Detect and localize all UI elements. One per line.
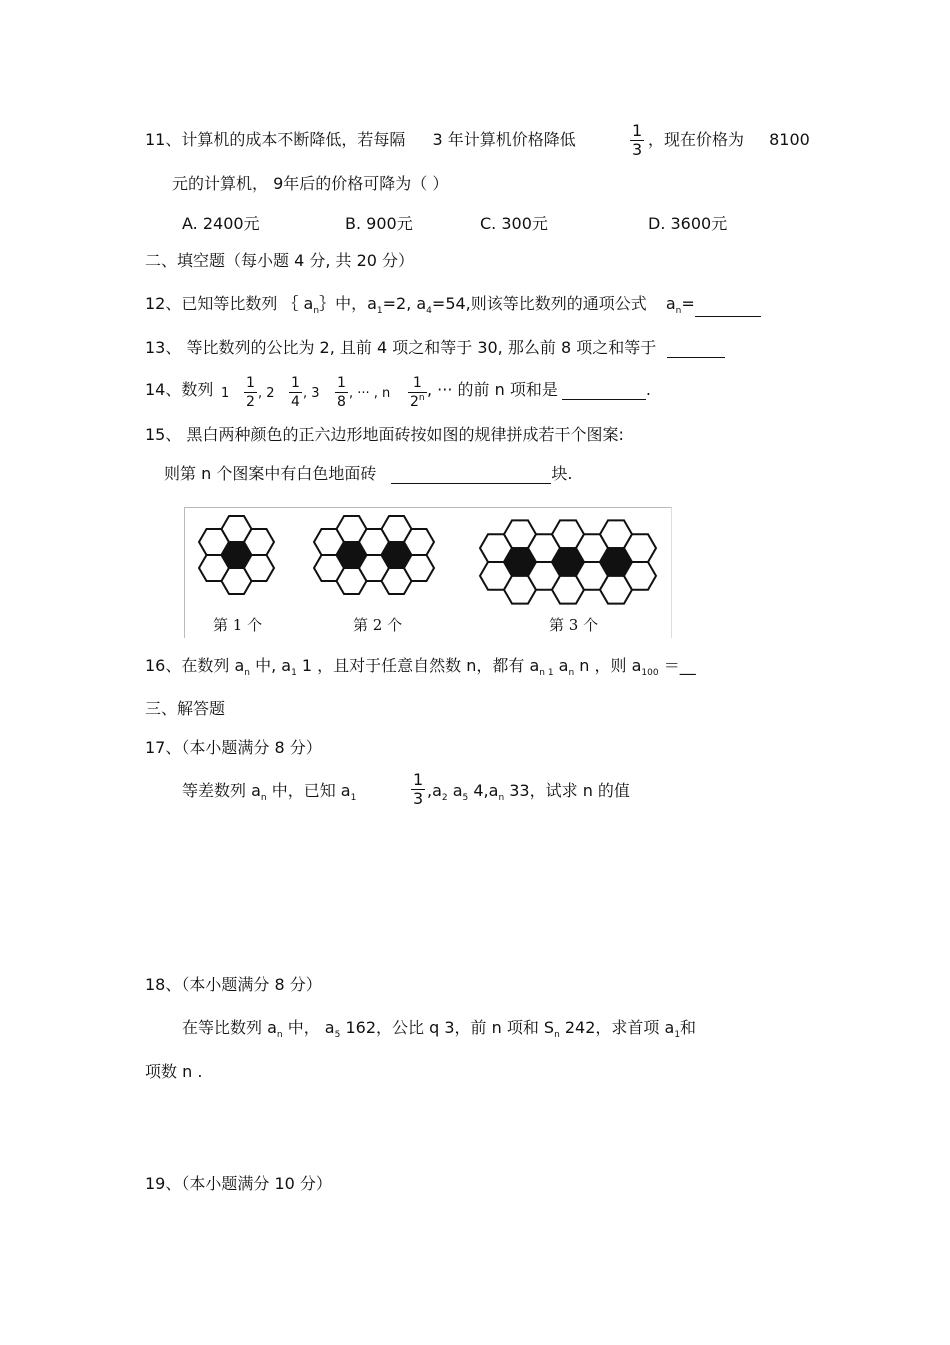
- q11-line1-end: ，现在价格为 8100: [648, 130, 810, 149]
- q11-text-b: 3 年计算机价格降低: [432, 130, 576, 149]
- pattern-2-caption: 第 2 个: [353, 616, 403, 634]
- q17-text-start: 等差数列 $a_n$ 中，已知 $a_1$: [182, 781, 357, 803]
- q14-tail: , ··· 的前 n 项和是 .: [427, 380, 651, 399]
- q11-option-a: A. 2400元: [182, 214, 260, 233]
- q11-text: 11、计算机的成本不断降低，若每隔: [145, 130, 406, 149]
- q15-line1: 15、 黑白两种颜色的正六边形地面砖按如图的规律拼成若干个图案:: [145, 425, 624, 444]
- q14-fraction-1: $\frac{1}{2}$: [246, 375, 255, 410]
- q11-option-b: B. 900元: [345, 214, 413, 233]
- q14-term4: , ··· , n: [349, 386, 391, 401]
- q19-heading: 19、（本小题满分 10 分）: [145, 1174, 332, 1193]
- q18-line1: 在等比数列 $a_n$ 中， $a_5$ 162，公比 q 3，前 n 项和 $S_n$ 242，求首项 $a_1$和: [182, 1018, 697, 1040]
- pattern-3-white-hex: [624, 562, 656, 590]
- q17-fraction: $\frac{1}{3}$: [413, 770, 424, 808]
- q11-fraction: $\frac{1}{3}$: [632, 121, 643, 159]
- pattern-3-white-hex: [624, 534, 656, 562]
- q14-term2: , 2: [258, 386, 275, 401]
- q17-text-end: $,a_2$ $a_5$ $4,a_n$ 33，试求 n 的值: [427, 781, 630, 803]
- q13-answer-blank[interactable]: [667, 341, 725, 358]
- q11-line1: [145, 130, 576, 150]
- q14-fraction-4: $\frac{1}{2^n}$: [408, 374, 427, 413]
- q13-line: 13、 等比数列的公比为 2, 且前 4 项之和等于 30, 那么前 8 项之和等于: [145, 338, 725, 358]
- q12-answer-blank[interactable]: [695, 300, 761, 317]
- pattern-2-white-hex: [404, 529, 434, 555]
- q17-heading: 17、（本小题满分 8 分）: [145, 738, 322, 757]
- section-fill-in-heading: 二、填空题（每小题 4 分, 共 20 分）: [145, 251, 415, 270]
- pattern-2-white-hex: [404, 555, 434, 581]
- pattern-1-white-hex: [244, 529, 274, 555]
- q11-line2: 元的计算机， 9年后的价格可降为（ ）: [172, 174, 449, 193]
- pattern-3-caption: 第 3 个: [549, 616, 599, 634]
- q18-heading: 18、（本小题满分 8 分）: [145, 975, 322, 994]
- hexagon-tile-figure: [184, 507, 672, 638]
- pattern-1-caption: 第 1 个: [213, 616, 263, 634]
- q11-option-d: D. 3600元: [648, 214, 728, 233]
- q14-term1: 1: [221, 386, 230, 401]
- q12-line: 12、已知等比数列 ｛ $a_n\}$中，$a_1=2$, $a_4=54$,则该等比数列的通项公式 $a_n=$: [145, 294, 761, 317]
- q16-line: 16、在数列 $a_n$ 中, $a_1$ 1 ，且对于任意自然数 n，都有 $a_{n 1}$ $a_n$ n ，则 $a_{100}$ ＝__: [145, 656, 696, 678]
- q14-fraction-2: $\frac{1}{4}$: [291, 375, 300, 410]
- q14-label: 14、数列: [145, 380, 214, 399]
- q11-option-c: C. 300元: [480, 214, 548, 233]
- section-answer-heading: 三、解答题: [145, 699, 226, 718]
- q15-answer-blank[interactable]: [391, 467, 551, 484]
- q15-line2: 则第 n 个图案中有白色地面砖 块.: [164, 464, 573, 483]
- q14-answer-blank[interactable]: [562, 383, 646, 400]
- q18-line2: 项数 n .: [145, 1062, 203, 1081]
- q14-fraction-3: $\frac{1}{8}$: [337, 375, 346, 410]
- q14-term3: , 3: [303, 386, 320, 401]
- pattern-1-white-hex: [244, 555, 274, 581]
